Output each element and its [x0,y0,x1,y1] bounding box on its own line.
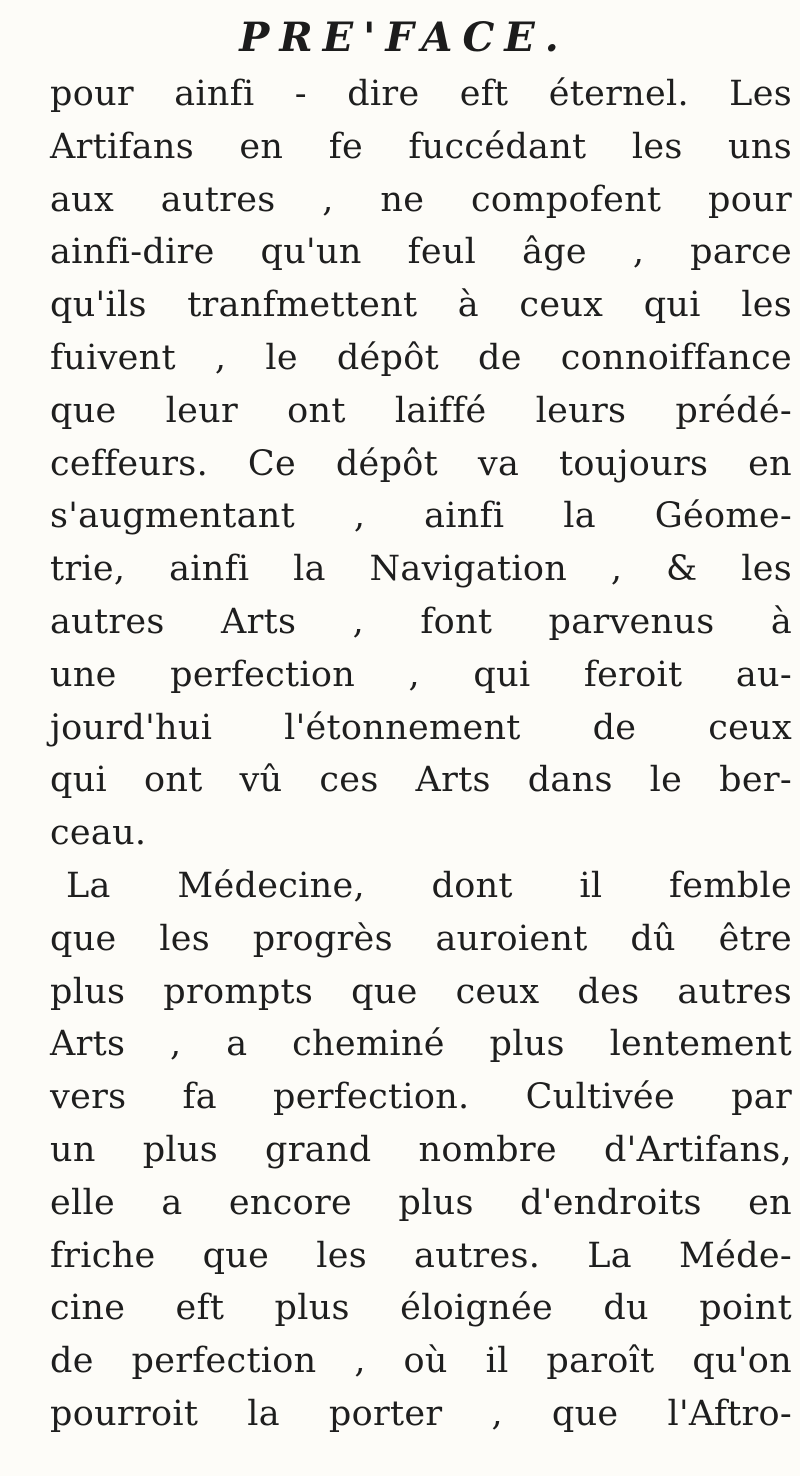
text-line-4: ainfi-dire qu'un feul âge , parce [50,232,792,273]
text-line-5: qu'ils tranfmettent à ceux qui les [50,285,792,326]
text-line-10: trie, ainfi la Navigation , & les [50,549,792,590]
text-line-8: ceffeurs. Ce dépôt va toujours en [50,443,792,484]
text-line-20: vers fa perfection. Cultivée par [50,1077,792,1118]
text-line-18: plus prompts que ceux des autres [50,971,792,1012]
text-line-7: que leur ont laiffé leurs prédé- [50,390,792,431]
text-line-3: aux autres , ne compofent pour [50,179,792,220]
text-line-17: que les progrès auroient dû être [50,918,792,959]
text-line-21: un plus grand nombre d'Artifans, [50,1129,792,1170]
text-line-19: Arts , a cheminé plus lentement [50,1024,792,1065]
text-line-14: qui ont vû ces Arts dans le ber- [50,760,792,801]
text-line-1: pour ainfi - dire eft éternel. Les [50,74,792,114]
text-line-26: pourroit la porter , que l'Aftro- [50,1393,792,1434]
text-line-23: friche que les autres. La Méde- [50,1235,792,1276]
text-line-16: La Médecine, dont il femble [66,865,792,906]
text-line-12: une perfection , qui feroit au- [50,654,792,695]
body-text [50,68,792,1441]
running-head: PRE'FACE. [239,14,569,61]
text-line-24: cine eft plus éloignée du point [50,1288,792,1329]
text-line-11: autres Arts , font parvenus à [50,601,792,642]
text-line-6: fuivent , le dépôt de connoiffance [50,337,792,378]
text-line-2: Artifans en fe fuccédant les uns [50,126,792,167]
text-line-13: jourd'hui l'étonnement de ceux [50,707,792,748]
text-line-9: s'augmentant , ainfi la Géome- [50,496,792,537]
text-line-15: ceau. [50,813,147,854]
text-line-22: elle a encore plus d'endroits en [50,1182,792,1223]
text-line-25: de perfection , où il paroît qu'on [50,1341,792,1382]
